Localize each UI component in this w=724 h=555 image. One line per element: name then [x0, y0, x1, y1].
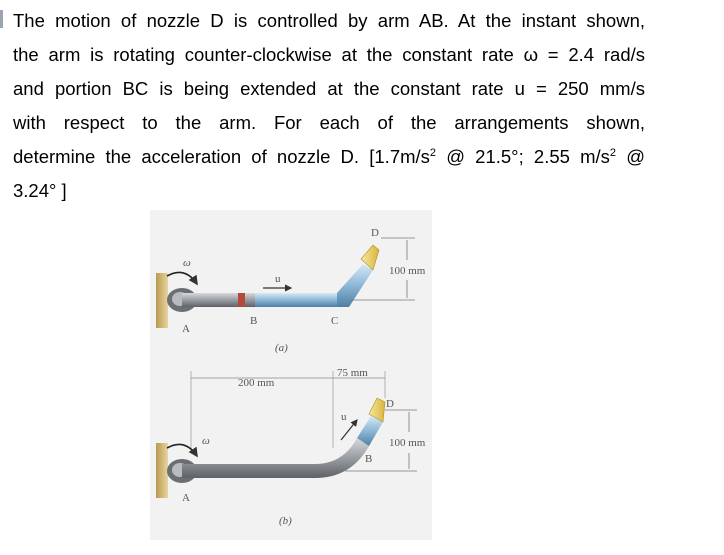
figure-background	[150, 210, 432, 540]
omega-label-b: ω	[202, 435, 210, 447]
problem-line-2: the arm is rotating counter-clockwise at the constant rate ω = 2.4 rad/s	[13, 44, 645, 65]
problem-line-5	[13, 140, 645, 174]
u-label-b: u	[341, 411, 347, 423]
wall-b	[156, 443, 168, 498]
caption-b: (b)	[279, 515, 292, 527]
answer-text-2: @ 21.5°; 2.55 m/s	[436, 146, 610, 167]
wall-a	[156, 273, 168, 328]
tube-bc-a	[255, 293, 343, 307]
answer-exponent-2: 2	[609, 147, 617, 159]
label-a-point-b: B	[250, 315, 258, 327]
u-label-a: u	[275, 273, 281, 285]
arm-ab-a	[182, 293, 260, 307]
dim-200-b: 200 mm	[238, 377, 275, 389]
dim-100-b: 100 mm	[389, 437, 426, 449]
label-b-point-b: B	[365, 453, 373, 465]
caption-a: (a)	[275, 342, 288, 354]
problem-line-4: with respect to the arm. For each of the arrangements shown,	[13, 112, 645, 133]
dim-100-a: 100 mm	[389, 265, 426, 277]
dim-75-b: 75 mm	[337, 367, 368, 379]
label-a-point-d: D	[371, 227, 379, 239]
problem-statement	[13, 4, 645, 208]
answer-exponent-1: 2	[429, 147, 437, 159]
margin-marker	[0, 10, 3, 28]
problem-line-6: 3.24° ]	[13, 180, 67, 201]
answer-text-1: determine the acceleration of nozzle D. [1.7m/s	[13, 146, 430, 167]
label-b-point-a: A	[182, 492, 190, 504]
nozzle-figure	[145, 208, 435, 543]
figure-svg	[145, 208, 435, 543]
problem-line-1: The motion of nozzle D is controlled by arm AB. At the instant shown,	[13, 10, 645, 31]
label-b-point-d: D	[386, 398, 394, 410]
omega-label-a: ω	[183, 257, 191, 269]
label-a-point-c: C	[331, 315, 339, 327]
label-a-point-a: A	[182, 323, 190, 335]
problem-line-3: and portion BC is being extended at the constant rate u = 250 mm/s	[13, 78, 645, 99]
answer-text-3: @	[616, 146, 645, 167]
